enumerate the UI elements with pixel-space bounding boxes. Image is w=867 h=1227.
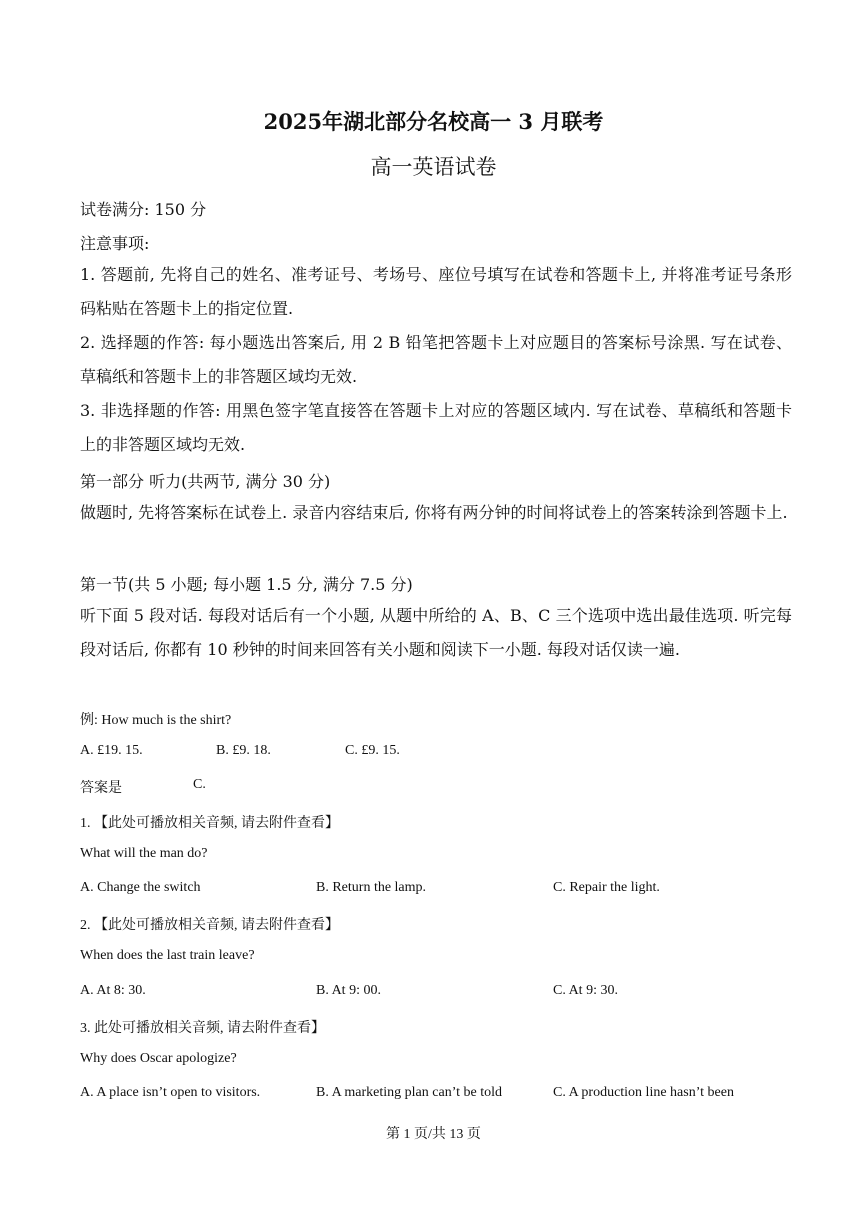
- q1-option-c: C. Repair the light.: [553, 880, 660, 895]
- q3-question: Why does Oscar apologize?: [80, 1051, 237, 1066]
- q1-option-a: A. Change the switch: [80, 880, 201, 895]
- section1-heading: 第一节(共 5 小题; 每小题 1.5 分, 满分 7.5 分): [80, 575, 413, 594]
- full-score: 试卷满分: 150 分: [80, 200, 207, 219]
- exam-subtitle: 高一英语试卷: [370, 155, 497, 179]
- q2-option-a: A. At 8: 30.: [80, 983, 146, 998]
- exam-title: 2025年湖北部分名校高一 3 月联考: [263, 109, 604, 134]
- notice-1: 1. 答题前, 先将自己的姓名、准考证号、考场号、座位号填写在试卷和答题卡上, 并将准考证号条形码粘贴在答题卡上的指定位置.: [80, 265, 792, 318]
- part1-heading: 第一部分 听力(共两节, 满分 30 分): [80, 472, 331, 491]
- q1-audio-note: 1. 【此处可播放相关音频, 请去附件查看】: [80, 816, 339, 831]
- notice-2: 2. 选择题的作答: 每小题选出答案后, 用 2 B 铅笔把答题卡上对应题目的答案标号涂黑. 写在试卷、草稿纸和答题卡上的非答题区域均无效.: [80, 333, 792, 386]
- q2-audio-note: 2. 【此处可播放相关音频, 请去附件查看】: [80, 918, 339, 933]
- q1-question: What will the man do?: [80, 846, 208, 861]
- q3-option-b: B. A marketing plan can’t be told: [316, 1085, 502, 1100]
- example-answer: C.: [193, 777, 206, 792]
- example-answer-label: 答案是: [80, 781, 122, 796]
- example-option-c: C. £9. 15.: [345, 743, 400, 758]
- example-question: 例: How much is the shirt?: [80, 713, 232, 728]
- q2-option-c: C. At 9: 30.: [553, 983, 618, 998]
- q3-audio-note: 3. 此处可播放相关音频, 请去附件查看】: [80, 1021, 325, 1036]
- page-footer: 第 1 页/共 13 页: [386, 1127, 481, 1142]
- example-option-b: B. £9. 18.: [216, 743, 271, 758]
- q3-option-c: C. A production line hasn’t been: [553, 1085, 734, 1100]
- q2-option-b: B. At 9: 00.: [316, 983, 381, 998]
- q3-option-a: A. A place isn’t open to visitors.: [80, 1085, 261, 1100]
- notice-heading: 注意事项:: [80, 234, 150, 253]
- q1-option-b: B. Return the lamp.: [316, 880, 427, 895]
- example-option-a: A. £19. 15.: [80, 743, 143, 758]
- part1-instruction: 做题时, 先将答案标在试卷上. 录音内容结束后, 你将有两分钟的时间将试卷上的答案转涂到答题卡上.: [80, 503, 788, 522]
- section1-instruction: 听下面 5 段对话. 每段对话后有一个小题, 从题中所给的 A、B、C 三个选项中选出最佳选项. 听完每段对话后, 你都有 10 秒钟的时间来回答有关小题和阅读下一小题. 每段对话仅读一遍.: [80, 606, 792, 659]
- notice-3: 3. 非选择题的作答: 用黑色签字笔直接答在答题卡上对应的答题区域内. 写在试卷、草稿纸和答题卡上的非答题区域均无效.: [80, 401, 792, 454]
- q2-question: When does the last train leave?: [80, 948, 255, 963]
